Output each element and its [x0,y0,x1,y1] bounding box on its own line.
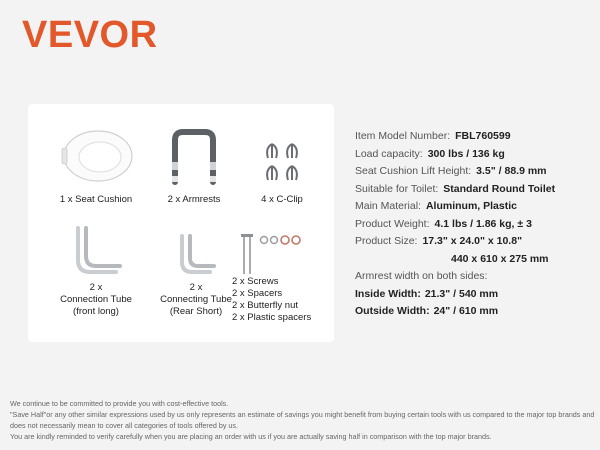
armrest-width-heading: Armrest width on both sides: [355,270,488,282]
spec-row-weight [355,216,555,234]
c-clip-item [244,140,320,206]
inside-width-label: Inside Width: [355,287,421,300]
spec-value: Standard Round Toilet [443,182,556,195]
spec-row-load [355,146,555,164]
connection-tube-front-item [46,224,146,318]
disclaimer-line1: We continue to be committed to provide you with cost-effective tools. [10,399,229,408]
parts-card [28,104,334,342]
hardware-line2: 2 x Spacers [232,288,283,299]
seat-cushion-label: 1 x Seat Cushion [59,194,133,205]
connecting-tube-rear-line2: Connecting Tube [160,294,232,305]
hardware-line1: 2 x Screws [232,276,279,287]
spec-size-metric: 440 x 610 x 275 mm [451,252,549,265]
spec-row-material [355,198,555,216]
hardware-item [232,232,332,324]
hardware-line4: 2 x Plastic spacers [232,312,312,323]
armrests-label: 2 x Armrests [167,194,221,205]
spec-value: 4.1 lbs / 1.86 kg, ± 3 [434,217,532,230]
spec-value: 17.3" x 24.0" x 10.8" [422,235,523,247]
inside-width-row [355,286,555,304]
connecting-tube-rear-icon [166,232,226,278]
outside-width-row [355,303,555,321]
connection-tube-front-line3: (front long) [73,306,119,317]
spec-label: Load capacity: [355,147,423,160]
spec-row-size [355,233,555,251]
seat-cushion-icon [56,126,136,184]
disclaimer-footer [10,398,595,442]
vevor-logo: VEVOR [22,14,158,56]
connecting-tube-rear-line3: (Rear Short) [169,306,223,317]
connection-tube-front-line2: Connection Tube [60,294,132,305]
spec-value: 300 lbs / 136 kg [427,147,505,160]
spec-row-suitable [355,181,555,199]
outside-width-label: Outside Width: [355,305,430,317]
disclaimer-line3: You are kindly reminded to verify carefully when you are placing an order with us if you are actually saving half in comparison with the top major brands. [10,432,492,441]
hardware-line3: 2 x Butterfly nut [232,300,299,311]
c-clip-icon [262,140,302,184]
seat-cushion-item [42,126,150,206]
spec-value: 3.5" / 88.9 mm [476,165,547,177]
connecting-tube-rear-item [146,232,246,318]
spec-label: Suitable for Toilet: [355,182,439,195]
armrests-icon [163,126,225,186]
connecting-tube-rear-line1: 2 x [189,282,203,293]
spec-label: Seat Cushion Lift Height: [355,165,472,177]
spec-label: Item Model Number: [355,130,451,142]
spec-value: Aluminum, Plastic [425,200,517,212]
connection-tube-front-icon [64,224,128,278]
disclaimer-line2: "Save Half"or any other similar expressions used by us only represents an estimate of savings you might benefit from buying certain tools with us compared to the major top brands and does not necessarily mean to cover all categories of tools offered by us. [10,410,595,430]
spec-value: FBL760599 [455,130,511,142]
spec-row-lift-height [355,163,555,181]
spec-label: Product Size: [355,235,418,247]
specs-panel [355,128,555,321]
spec-row-model [355,128,555,146]
hardware-icon [238,232,310,276]
spec-label: Main Material: [355,200,421,212]
spec-label: Product Weight: [355,217,430,230]
connection-tube-front-line1: 2 x [89,282,103,293]
armrests-item [148,126,240,206]
outside-width-value: 24" / 610 mm [433,305,499,317]
c-clip-label: 4 x C-Clip [261,194,303,205]
inside-width-value: 21.3" / 540 mm [424,287,499,300]
